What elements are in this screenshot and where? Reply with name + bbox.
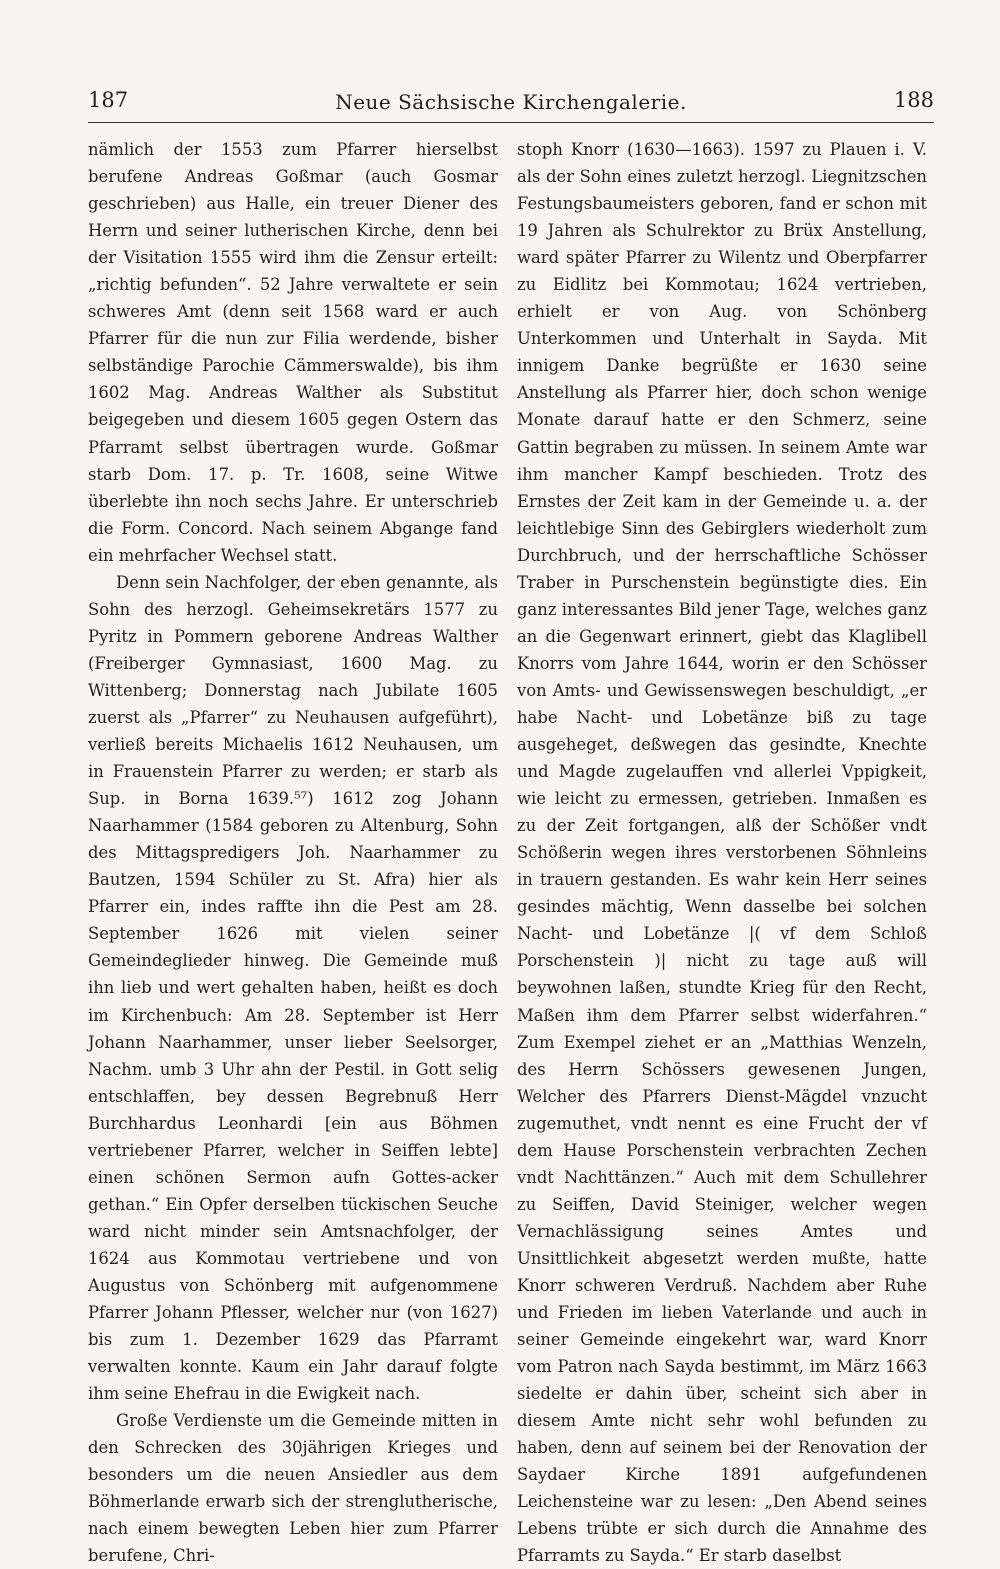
right-column xyxy=(517,136,927,1569)
paragraph: Große Verdienste um die Gemeinde mitten in den Schrecken des 30jährigen Krieges und besonders um die neuen Ansiedler aus dem Böhmerlande erwarb sich der strenglutherische, nach einem bewegten Leben hier zum Pfarrer berufene, Chri- xyxy=(88,1411,498,1566)
left-column xyxy=(88,136,498,1569)
paragraph: Denn sein Nachfolger, der eben genannte, als Sohn des herzogl. Geheimsekretärs 1577 zu Pyritz in Pommern geborene Andreas Walther (Freiberger Gymnasiast, 1600 Mag. zu Wittenberg; Donnerstag nach Jubilate 1605 zuerst als „Pfarrer“ zu Neuhausen aufgeführt), verließ bereits Michaelis 1612 Neuhausen, um in Frauenstein Pfarrer zu werden; er starb als Sup. in Borna 1639.⁵⁷) 1612 zog Johann Naarhammer (1584 geboren zu Altenburg, Sohn des Mittagspredigers Joh. Naarhammer zu Bautzen, 1594 Schüler zu St. Afra) hier als Pfarrer ein, indes raffte ihn die Pest am 28. September 1626 mit vielen seiner Gemeindeglieder hinweg. Die Gemeinde muß ihn lieb und wert gehalten haben, heißt es doch im Kirchenbuch: Am 28. September ist Herr Johann Naarhammer, unser lieber Seelsorger, Nachm. umb 3 Uhr ahn der Pestil. in Gott selig entschlaffen, bey dessen Begrebnuß Herr Burchhardus Leonhardi [ein aus Böhmen vertriebener Pfarrer, welcher in Seiffen lebte] einen schönen Sermon aufn Gottes-acker gethan.“ Ein Opfer derselben tückischen Seuche ward nicht minder sein Amtsnachfolger, der 1624 aus Kommotau vertriebene und von Augustus von Schönberg mit aufgenommene Pfarrer Johann Pflesser, welcher nur (von 1627) bis zum 1. Dezember 1629 das Pfarramt verwalten konnte. Kaum ein Jahr darauf folgte ihm seine Ehefrau in die Ewigkeit nach. xyxy=(88,572,498,1404)
running-title: Neue Sächsische Kirchengalerie. xyxy=(335,90,687,114)
running-header xyxy=(88,88,934,123)
page-number-right: 188 xyxy=(893,88,934,112)
page-number-left: 187 xyxy=(88,88,129,112)
paragraph: stoph Knorr (1630—1663). 1597 zu Plauen i. V. als der Sohn eines zuletzt herzogl. Liegnitzschen Festungsbaumeisters geboren, fand er schon mit 19 Jahren als Schulrektor zu Brüx Anstellung, ward später Pfarrer zu Wilentz und Oberpfarrer zu Eidlitz bei Kommotau; 1624 vertrieben, erhielt er von Aug. von Schönberg Unterkommen und Unterhalt in Sayda. Mit innigem Danke begrüßte er 1630 seine Anstellung als Pfarrer hier, doch schon wenige Monate darauf hatte er den Schmerz, seine Gattin begraben zu müssen. In seinem Amte war ihm mancher Kampf beschieden. Trotz des Ernstes der Zeit kam in der Gemeinde u. a. der leichtlebige Sinn des Gebirglers wiederholt zum Durchbruch, und der herrschaftliche Schösser Traber in Purschenstein begünstigte dies. Ein ganz interessantes Bild jener Tage, welches ganz an die Gegenwart erinnert, giebt das Klaglibell Knorrs vom Jahre 1644, worin er den Schösser von Amts- und Gewissenswegen beschuldigt, „er habe Nacht- und Lobetänze biß zu tage ausgeheget, deßwegen das gesindte, Knechte und Magde zugelauffen vnd allerlei Vppigkeit, wie leicht zu ermessen, getrieben. Inmaßen es zu der Zeit fortgangen, alß der Schößer vndt Schößerin wegen ihres verstorbenen Söhnleins in trauern gestanden. Es wahr kein Herr seines gesindes mächtig, Wenn dasselbe bei solchen Nacht- und Lobetänze |( vf dem Schloß Porschenstein )| nicht zu tage auß will beywohnen laßen, stundte Krieg für den Recht, Maßen ihm dem Pfarrer selbst widerfahren.“ Zum Exempel ziehet er an „Matthias Wenzeln, des Herrn Schössers gewesenen Jungen, Welcher des Pfarrers Dienst-Mägdel vnzucht zugemuthet, vndt nennt es eine Frucht der vf dem Hause Porschenstein verbrachten Zechen vndt Nachttänzen.“ Auch mit dem Schullehrer zu Seiffen, David Steiniger, welcher wegen Vernachlässigung seines Amtes und Unsittlichkeit abgesetzt werden mußte, hatte Knorr schweren Verdruß. Nachdem aber Ruhe und Frieden im lieben Vaterlande und auch in seiner Gemeinde eingekehrt war, ward Knorr vom Patron nach Sayda bestimmt, im März 1663 siedelte er dahin über, scheint sich aber in diesem Amte nicht sehr wohl befunden zu haben, denn auf seinem bei der Renovation der Saydaer Kirche 1891 aufgefundenen Leichensteine war zu lesen: „Den Abend seines Lebens trübte er sich durch die Annahme des Pfarramts zu Sayda.“ Er starb daselbst xyxy=(517,140,927,1566)
paragraph: nämlich der 1553 zum Pfarrer hierselbst berufene Andreas Goßmar (auch Gosmar geschrieben) aus Halle, ein treuer Diener des Herrn und seiner lutherischen Kirche, denn bei der Visitation 1555 wird ihm die Zensur erteilt: „richtig befunden“. 52 Jahre verwaltete er sein schweres Amt (denn seit 1568 ward er auch Pfarrer für die nun zur Filia werdende, bisher selbständige Parochie Cämmerswalde), bis ihm 1602 Mag. Andreas Walther als Substitut beigegeben und diesem 1605 gegen Ostern das Pfarramt selbst übertragen wurde. Goßmar starb Dom. 17. p. Tr. 1608, seine Witwe überlebte ihn noch sechs Jahre. Er unterschrieb die Form. Concord. Nach seinem Abgange fand ein mehrfacher Wechsel statt. xyxy=(88,140,498,565)
